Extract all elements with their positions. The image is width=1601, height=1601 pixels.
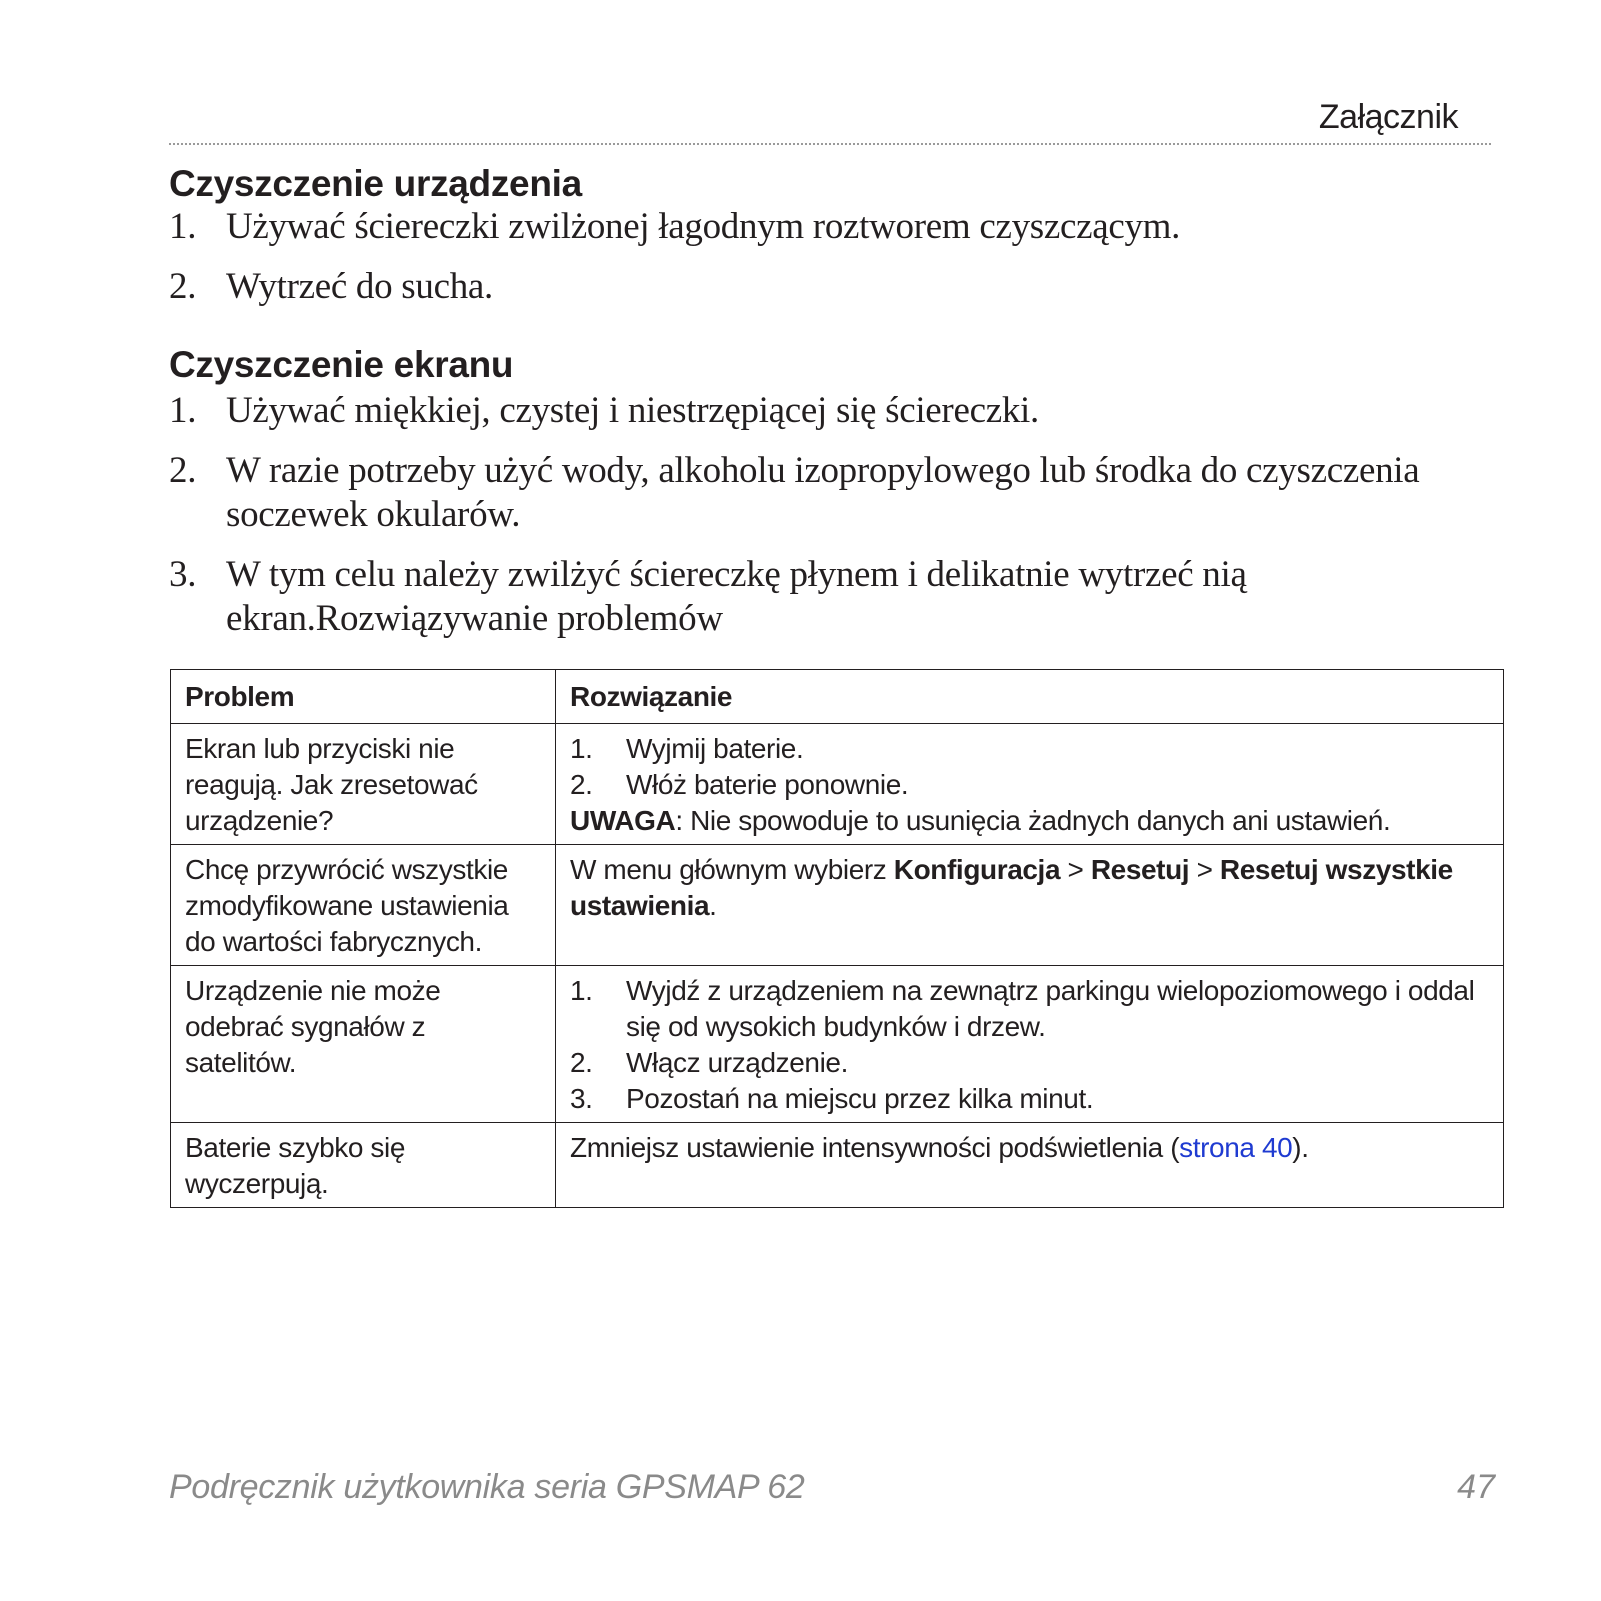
footer-page-number: 47	[1457, 1468, 1495, 1506]
problem-cell: Ekran lub przyciski nie reagują. Jak zresetować urządzenie?	[171, 724, 556, 845]
note	[570, 803, 1491, 839]
column-header-problem: Problem	[171, 670, 556, 724]
problem-cell: Urządzenie nie może odebrać sygnałów z satelitów.	[171, 966, 556, 1123]
solution-steps	[570, 731, 1491, 803]
list-item	[570, 973, 1491, 1045]
step-text: Używać ściereczki zwilżonej łagodnym roztworem czyszczącym.	[226, 206, 1181, 247]
solution-text: Zmniejsz ustawienie intensywności podświetlenia (	[570, 1132, 1180, 1163]
troubleshooting-table	[170, 669, 1504, 1208]
solution-text: ).	[1292, 1132, 1309, 1163]
list-item	[169, 449, 1459, 537]
menu-path-item: Resetuj wszystkie ustawienia	[570, 854, 1453, 921]
step-number: 2.	[570, 1047, 593, 1078]
step-text: Wyjmij baterie.	[626, 733, 804, 764]
header-section-label: Załącznik	[1318, 98, 1458, 136]
footer-manual-title: Podręcznik użytkownika seria GPSMAP 62	[169, 1468, 805, 1506]
step-text: Włóż baterie ponownie.	[626, 769, 909, 800]
header-dotted-rule	[169, 143, 1491, 145]
step-text: Pozostań na miejscu przez kilka minut.	[626, 1083, 1094, 1114]
list-item	[169, 553, 1459, 641]
note-label: UWAGA	[570, 805, 676, 836]
step-text: W tym celu należy zwilżyć ściereczkę płynem i delikatnie wytrzeć nią ekran.Rozwiązywanie problemów	[226, 554, 1247, 639]
step-number: 2.	[169, 450, 197, 491]
step-text: Używać miękkiej, czystej i niestrzępiącej się ściereczki.	[226, 390, 1039, 431]
solution-steps	[570, 973, 1491, 1117]
heading-screen-cleaning: Czyszczenie ekranu	[169, 344, 514, 385]
list-item	[570, 1081, 1491, 1117]
list-item	[570, 767, 1491, 803]
solution-cell	[556, 1123, 1504, 1208]
list-item	[169, 205, 1459, 249]
solution-cell	[556, 966, 1504, 1123]
step-number: 1.	[570, 975, 593, 1006]
list-item	[570, 1045, 1491, 1081]
table-row	[171, 1123, 1504, 1208]
screen-cleaning-steps	[169, 389, 1459, 657]
solution-cell	[556, 845, 1504, 966]
step-text: Wytrzeć do sucha.	[226, 266, 493, 307]
note-text: : Nie spowoduje to usunięcia żadnych danych ani ustawień.	[675, 805, 1391, 836]
menu-separator: >	[1189, 854, 1220, 885]
solution-text: W menu głównym wybierz	[570, 854, 894, 885]
step-text: Wyjdź z urządzeniem na zewnątrz parkingu wielopoziomowego i oddal się od wysokich budynków i drzew.	[626, 975, 1475, 1042]
page-reference-link[interactable]: strona 40	[1179, 1132, 1293, 1163]
menu-path-item: Konfiguracja	[893, 854, 1061, 885]
heading-device-cleaning: Czyszczenie urządzenia	[169, 163, 582, 204]
menu-separator: >	[1060, 854, 1091, 885]
step-text: Włącz urządzenie.	[626, 1047, 848, 1078]
table-header-row	[171, 670, 1504, 724]
step-number: 2.	[169, 266, 197, 307]
device-cleaning-steps	[169, 205, 1459, 325]
list-item	[169, 265, 1459, 309]
solution-cell	[556, 724, 1504, 845]
step-number: 1.	[169, 390, 197, 431]
list-item	[570, 731, 1491, 767]
table-row	[171, 724, 1504, 845]
solution-text: .	[709, 890, 717, 921]
step-number: 3.	[169, 554, 197, 595]
problem-cell: Baterie szybko się wyczerpują.	[171, 1123, 556, 1208]
table-row	[171, 845, 1504, 966]
column-header-solution: Rozwiązanie	[556, 670, 1504, 724]
step-number: 1.	[570, 733, 593, 764]
problem-cell: Chcę przywrócić wszystkie zmodyfikowane ustawienia do wartości fabrycznych.	[171, 845, 556, 966]
menu-path-item: Resetuj	[1090, 854, 1190, 885]
step-number: 2.	[570, 769, 593, 800]
step-number: 1.	[169, 206, 197, 247]
table-row	[171, 966, 1504, 1123]
list-item	[169, 389, 1459, 433]
step-number: 3.	[570, 1083, 593, 1114]
step-text: W razie potrzeby użyć wody, alkoholu izopropylowego lub środka do czyszczenia soczewek okularów.	[226, 450, 1420, 535]
